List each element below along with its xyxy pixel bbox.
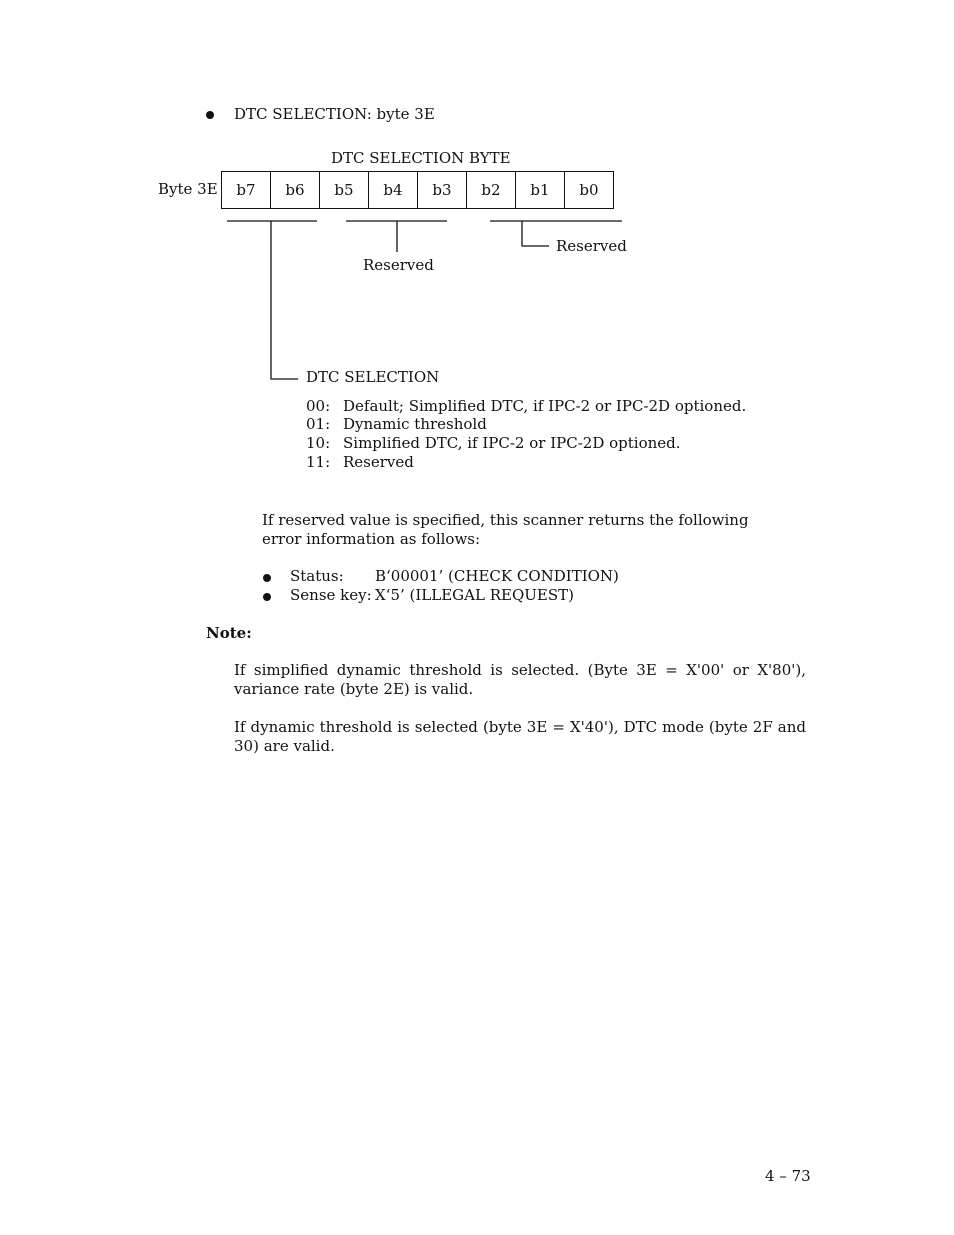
note-heading: Note: [206,624,252,642]
bit-cell-b4: b4 [369,172,418,209]
bit-cell-b6: b6 [271,172,320,209]
leader-reserved-right [522,221,549,246]
option-text: Simplified DTC, if IPC-2 or IPC-2D optioned. [343,434,681,452]
error-item-bullet [263,593,271,601]
bit-cell-b2: b2 [467,172,516,209]
byte-row-label: Byte 3E [158,180,218,198]
option-code: 01: [306,415,331,433]
error-item-label: Sense key: [290,586,372,604]
diagram-title: DTC SELECTION BYTE [331,149,511,167]
bit-cell-b3: b3 [418,172,467,209]
leader-dtc-selection [271,221,298,379]
error-item-value: X‘5’ (ILLEGAL REQUEST) [375,586,574,604]
reserved-label-mid: Reserved [363,256,434,274]
option-code: 11: [306,453,331,471]
bit-cell-b1: b1 [516,172,565,209]
error-intro-paragraph: If reserved value is specified, this scanner returns the following error information as follows: [262,511,749,548]
option-text: Dynamic threshold [343,415,487,433]
page-number: 4 – 73 [765,1167,811,1185]
option-code: 00: [306,397,331,415]
note-paragraph: If dynamic threshold is selected (byte 3E = X'40'), DTC mode (byte 2F and 30) are valid. [234,718,806,755]
note-paragraph: If simplified dynamic threshold is selected. (Byte 3E = X'00' or X'80'), variance rate (byte 2E) is valid. [234,661,806,698]
bit-cell-b5: b5 [320,172,369,209]
error-item-value: B‘00001’ (CHECK CONDITION) [375,567,619,585]
reserved-label-right: Reserved [556,237,627,255]
option-code: 10: [306,434,331,452]
section-title: DTC SELECTION: byte 3E [234,105,435,123]
bit-cell-b7: b7 [222,172,271,209]
error-item-bullet [263,574,271,582]
option-text: Default; Simplified DTC, if IPC-2 or IPC-2D optioned. [343,397,747,415]
bit-cell-b0: b0 [565,172,614,209]
error-item-label: Status: [290,567,344,585]
dtc-selection-label: DTC SELECTION [306,368,440,386]
option-text: Reserved [343,453,414,471]
